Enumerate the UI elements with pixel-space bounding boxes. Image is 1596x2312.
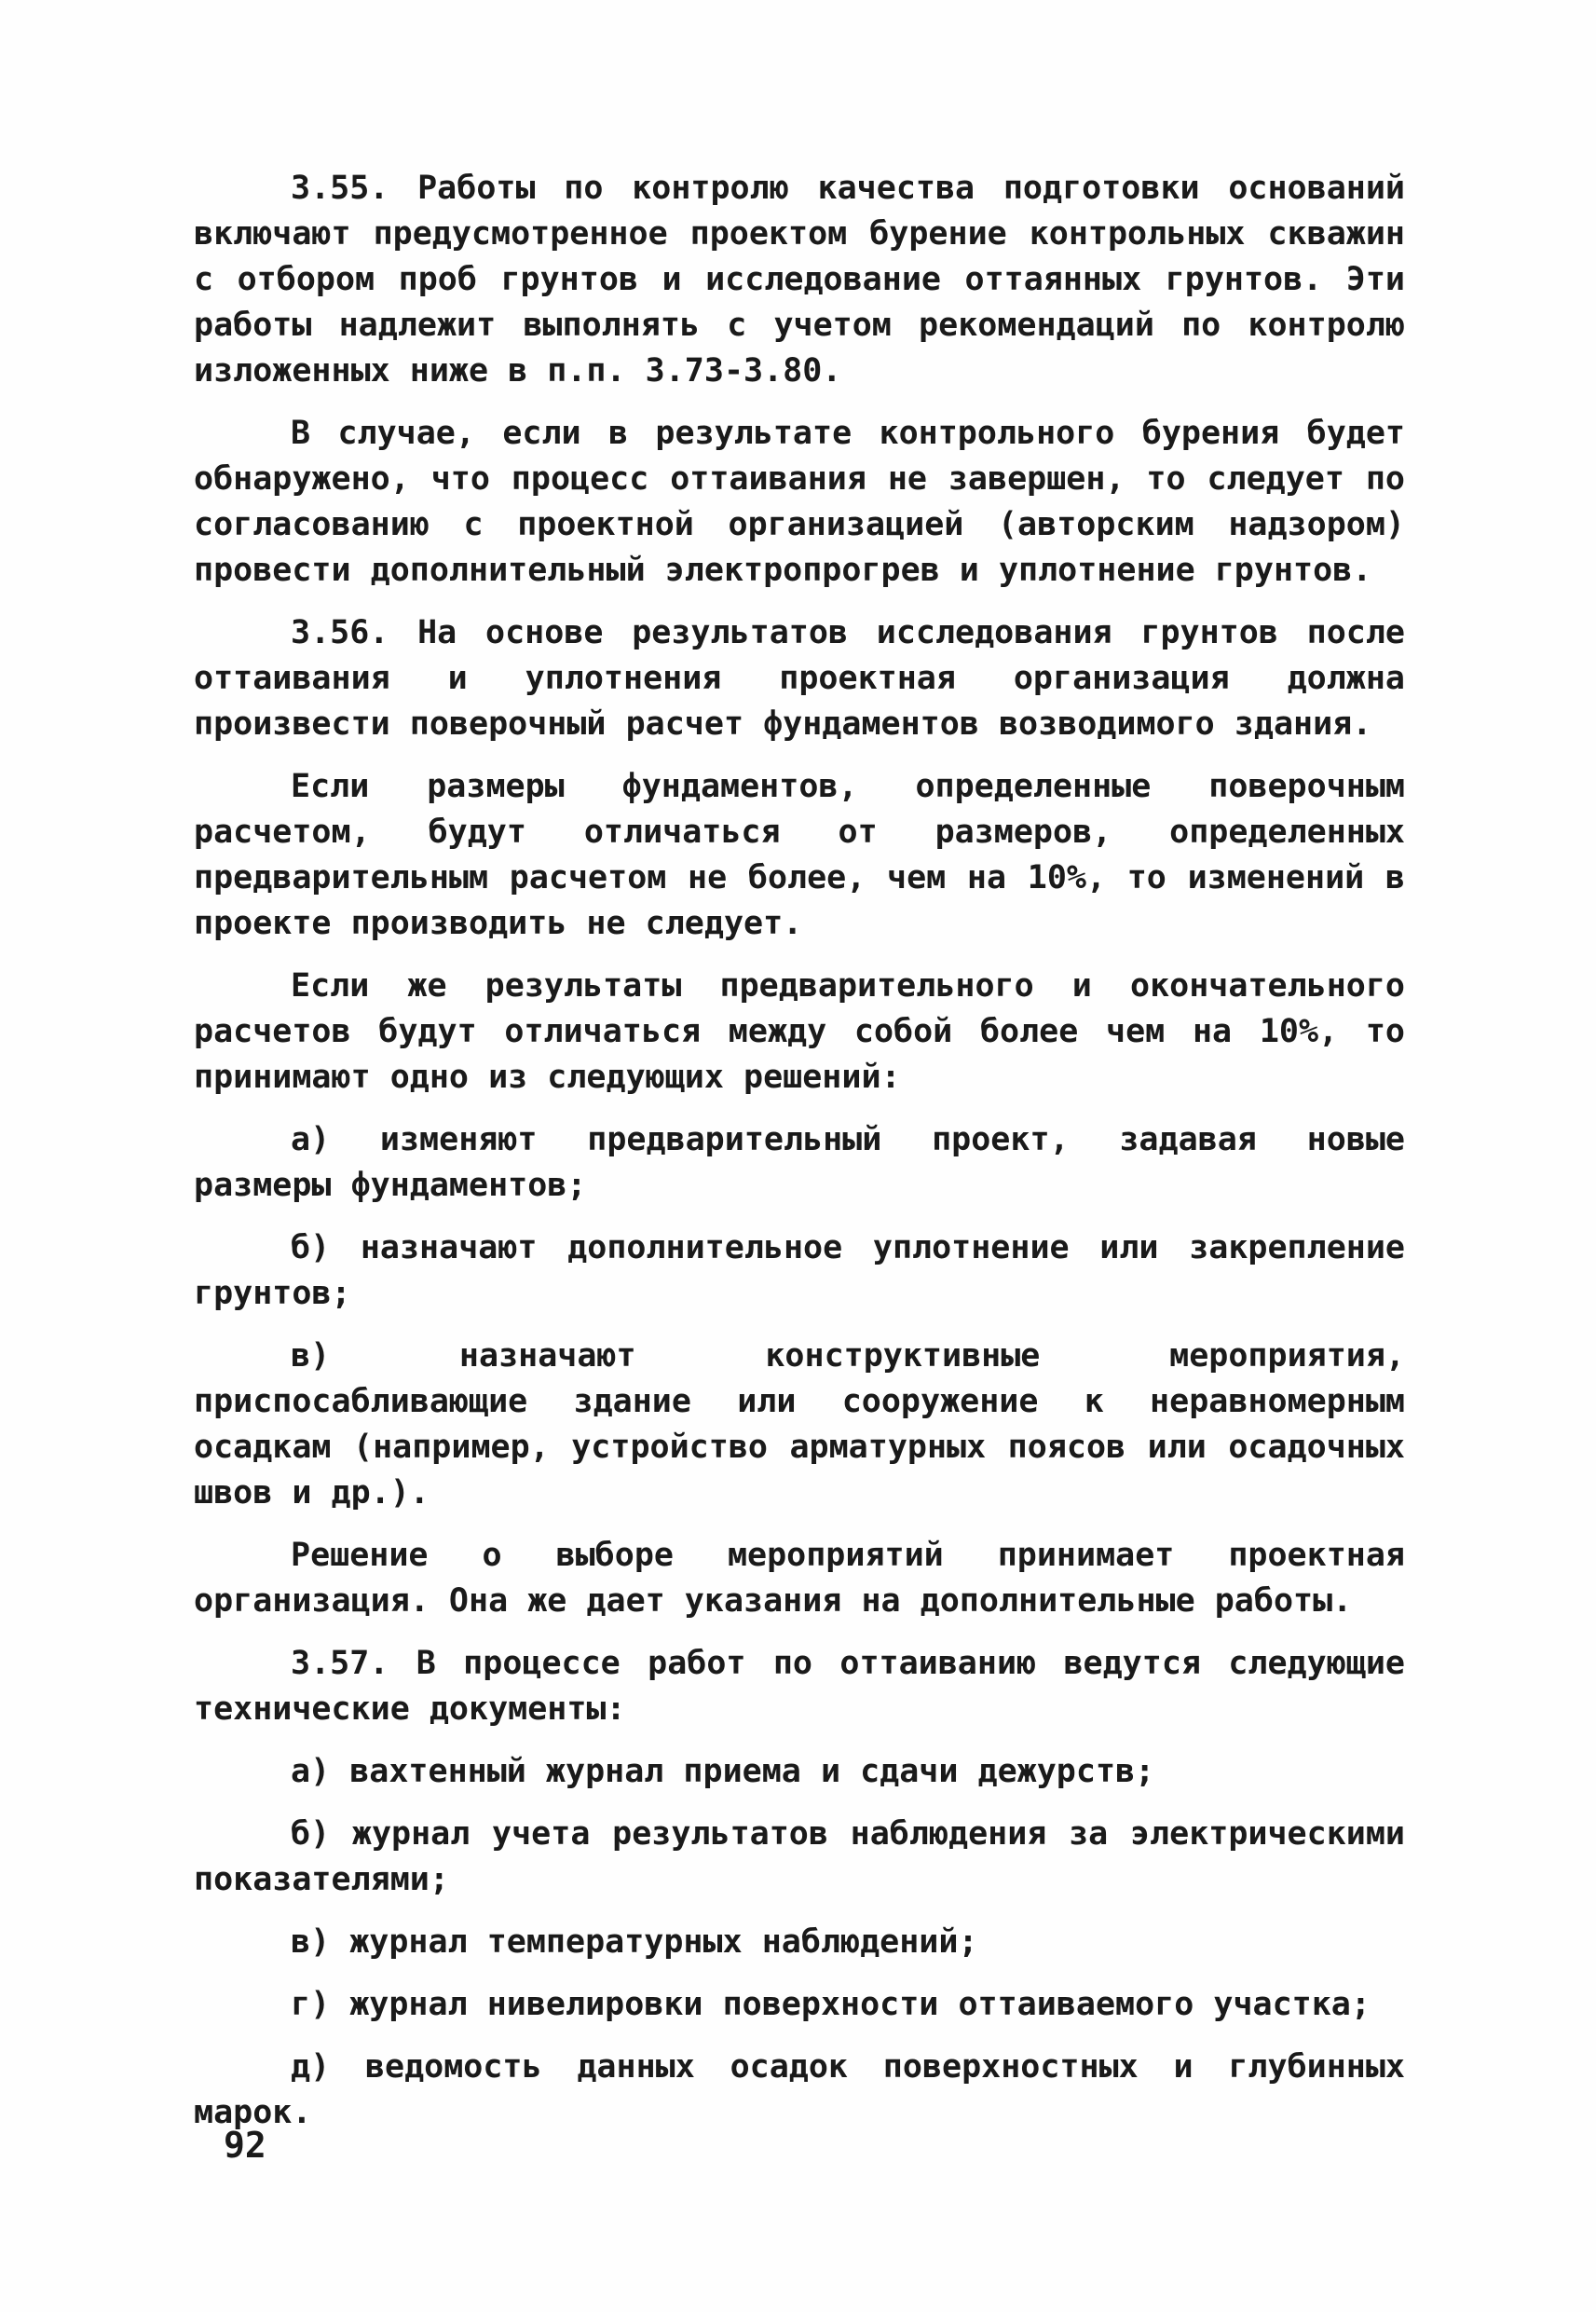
paragraph-decision-choice: Решение о выборе мероприятий принимает проектная организация. Она же дает указания на дополнительные работы. bbox=[194, 1537, 1405, 1620]
paragraph-3-57: 3.57. В процессе работ по оттаиванию ведутся следующие технические документы: bbox=[194, 1645, 1405, 1728]
list-item-g-documents: г) журнал нивелировки поверхности оттаиваемого участка; bbox=[291, 1986, 1371, 2023]
paragraph-3-56: 3.56. На основе результатов исследования грунтов после оттаивания и уплотнения проектная организация должна произвести поверочный расчет фундаментов возводимого здания. bbox=[194, 614, 1405, 743]
list-item-v-documents: в) журнал температурных наблюдений; bbox=[291, 1923, 978, 1961]
list-item-a-decisions: а) изменяют предварительный проект, задавая новые размеры фундаментов; bbox=[194, 1121, 1405, 1204]
list-item-b-decisions: б) назначают дополнительное уплотнение или закрепление грунтов; bbox=[194, 1229, 1405, 1312]
list-item-a-documents: а) вахтенный журнал приема и сдачи дежурств; bbox=[291, 1753, 1155, 1790]
list-item-b-documents: б) журнал учета результатов наблюдения за электрическими показателями; bbox=[194, 1815, 1405, 1898]
paragraph-calc-difference: Если же результаты предварительного и окончательного расчетов будут отличаться между собой более чем на 10%, то принимают одно из следующих решений: bbox=[194, 967, 1405, 1096]
list-item-d-documents: д) ведомость данных осадок поверхностных и глубинных марок. bbox=[194, 2048, 1405, 2131]
paragraph-3-55: 3.55. Работы по контролю качества подготовки оснований включают предусмотренное проектом бурение контрольных скважин с отбором проб грунтов и исследование оттаянных грунтов. Эти работы надлежит выполнять с учетом рекомендаций по контролю изложенных ниже в п.п. 3.73-3.80. bbox=[194, 170, 1405, 390]
paragraph-control-drilling: В случае, если в результате контрольного бурения будет обнаружено, что процесс оттаивания не завершен, то следует по согласованию с проектной организацией (авторским надзором) провести дополнительный электропрогрев и уплотнение грунтов. bbox=[194, 415, 1405, 589]
page-number: 92 bbox=[224, 2125, 266, 2166]
list-item-v-decisions: в) назначают конструктивные мероприятия, приспосабливающие здание или сооружение к неравномерным осадкам (например, устройство арматурных поясов или осадочных швов и др.). bbox=[194, 1337, 1405, 1512]
document-body bbox=[194, 166, 1405, 2153]
paragraph-foundation-sizes: Если размеры фундаментов, определенные поверочным расчетом, будут отличаться от размеров, определенных предварительным расчетом не более, чем на 10%, то изменений в проекте производить не следует. bbox=[194, 768, 1405, 942]
